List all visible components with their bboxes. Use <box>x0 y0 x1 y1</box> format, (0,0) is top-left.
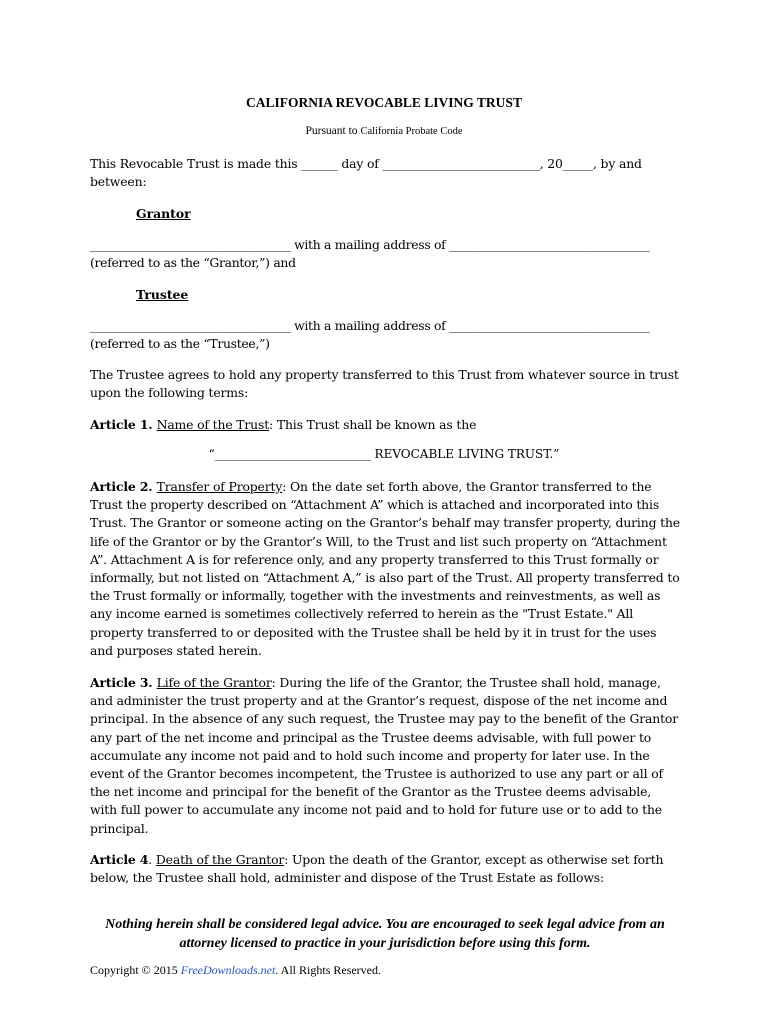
intro-paragraph: This Revocable Trust is made this ______ day of __________________________, 20_____, by and between: <box>90 156 642 190</box>
article-4-text: : Upon the death of the Grantor, except as otherwise set forth below, the Trustee shall hold, administer and dispose of the Trust Estate as follows: <box>90 852 664 886</box>
trust-name-line: “__________________________ REVOCABLE LIVING TRUST.” <box>208 447 560 461</box>
article-4 <box>90 851 680 887</box>
subtitle-prefix: Pursuant to <box>305 125 361 137</box>
article-3-heading: Life of the Grantor <box>156 675 272 690</box>
trustee-line <box>90 317 680 353</box>
copyright-prefix: Copyright © 2015 <box>90 963 181 977</box>
subtitle-code: California Probate Code <box>360 126 463 137</box>
grantor-line <box>90 236 680 272</box>
document-subtitle <box>0 125 768 137</box>
article-2 <box>90 478 680 660</box>
copyright-notice <box>90 963 381 978</box>
article-3-label: Article 3. <box>90 675 157 690</box>
article-3-text: : During the life of the Grantor, the Trustee shall hold, manage, and administer the trust property and at the Grantor’s request, dispose of the net income and principal. In the absence of any such request, the Trustee may pay to the benefit of the Grantor any part of the net income and principal as the Trustee deems advisable, with full power to accumulate any income not paid and to hold such income and property for later use. In the event of the Grantor becomes incompetent, the Trustee is authorized to use any part or all of the net income and principal for the benefit of the Grantor as the Trustee deems advisable, with full power to accumulate any income not paid and to hold for future use or to add to the principal. <box>90 675 678 836</box>
article-1 <box>90 416 680 434</box>
article-4-label: Article 4 <box>90 852 149 867</box>
grantor-fill-line: __________________________________ with a mailing address of __________________________________ <box>90 237 650 252</box>
grantor-reference: (referred to as the “Grantor,”) and <box>90 255 296 271</box>
trustee-reference: (referred to as the “Trustee,”) <box>90 336 270 352</box>
article-4-dot: . <box>148 852 156 867</box>
article-1-text: : This Trust shall be known as the <box>269 417 477 432</box>
article-3 <box>90 674 680 838</box>
legal-disclaimer: Nothing herein shall be considered legal advice. You are encouraged to seek legal advice from an attorney licensed to practice in your jurisdiction before using this form. <box>105 917 665 951</box>
copyright-suffix: . All Rights Reserved. <box>275 963 382 977</box>
freedownloads-link[interactable]: FreeDownloads.net <box>180 963 276 977</box>
article-2-heading: Transfer of Property <box>156 479 283 494</box>
article-4-heading: Death of the Grantor <box>155 852 285 867</box>
document-title: CALIFORNIA REVOCABLE LIVING TRUST <box>246 95 522 110</box>
terms-paragraph: The Trustee agrees to hold any property transferred to this Trust from whatever source in trust upon the following terms: <box>90 367 679 401</box>
article-2-label: Article 2. <box>90 479 157 494</box>
grantor-heading: Grantor <box>136 206 191 221</box>
article-2-text: : On the date set forth above, the Grantor transferred to the Trust the property described on “Attachment A” which is attached and incorporated into this Trust. The Grantor or someone acting on the Grantor’s behalf may transfer property, during the life of the Grantor or by the Grantor’s Will, to the Trust and list such property on “Attachment A”. Attachment A is for reference only, and any property transferred to this Trust formally or informally, but not listed on “Attachment A,” is also part of the Trust. All property transferred to the Trust formally or informally, together with the investments and reinvestments, as well as any income earned is sometimes collectively referred to herein as the "Trust Estate." All property transferred to or deposited with the Trustee shall be held by it in trust for the uses and purposes stated herein. <box>90 479 680 658</box>
trustee-fill-line: __________________________________ with a mailing address of __________________________________ <box>90 318 650 333</box>
trustee-heading: Trustee <box>136 287 189 302</box>
article-1-heading: Name of the Trust <box>156 417 270 432</box>
article-1-label: Article 1. <box>90 417 157 432</box>
